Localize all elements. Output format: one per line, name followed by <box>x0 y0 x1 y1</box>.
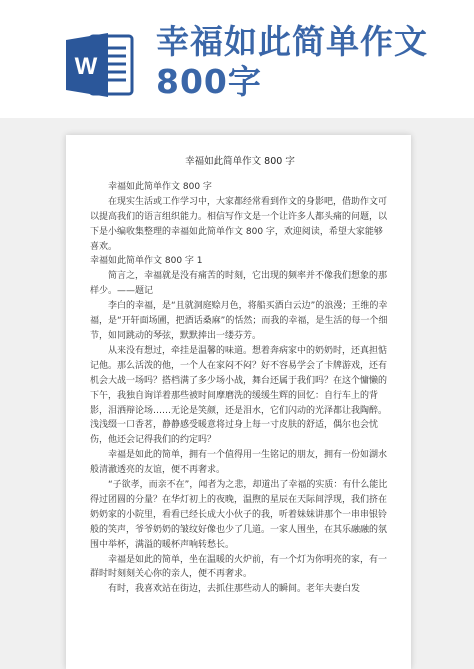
document-body <box>90 155 390 597</box>
document-paragraph: 从来没有想过，牵挂是温馨的味道。想着奔病家中的奶奶时，还真担惦记他。那么活泼的他，一个人在家闷不闷？好不容易学会了卡牌游戏，还有机会大战一场吗？搭档满了多少场小战，舞台还属于我们吗？在这个慵懒的下午，我独自询详着那些被时间摩磨洗的缓缓生辉的回忆：自行车上的背影，泪洒辩论场……无论是笑颜，还是泪水，它们闪动的光泽都让我陶醉。浅浅缀一口香茗，静静感受暖意将过身上每一寸皮肤的舒适，偶尔也会忧伤，他还会记得我们的约定吗？ <box>90 345 388 446</box>
document-paragraph: “子欲孝，而亲不在”，闻者为之悲，却道出了幸福的实质：有什么能比得过团圆的分量？在华灯初上的夜晚，温煦的星辰在天际间浮现，我们挤在奶奶家的小院里，看看已经长成大小伙子的我，听着妹妹讲那个一串串银铃般的笑声，爷爷奶奶的皱纹好像也少了几道。一家人围坐，在其乐融融的氛围中举杯，满溢的暖杯声响转愁长。 <box>90 480 388 550</box>
document-paragraph: 简言之，幸福就是没有痛苦的时刻，它出现的频率并不像我们想象的那样少。——题记 <box>90 271 388 297</box>
document-paragraph: 幸福是如此的简单，拥有一个值得用一生铭记的朋友，拥有一份如湖水般清澈透亮的友谊，便不再奢求。 <box>90 450 388 476</box>
document-page <box>66 135 411 669</box>
document-paragraph: 李白的幸福，是“且就洞庭赊月色，将船买酒白云边”的浪漫；王维的幸福，是“开轩面场圃，把酒话桑麻”的恬然；而我的幸福，是生活的每一个细节，如同跳动的琴弦，默默捧出一缕芬芳。 <box>90 301 388 341</box>
page-title-line2: 800字 <box>156 62 262 101</box>
word-icon-letter: W <box>74 53 98 80</box>
document-paragraph: 在现实生活或工作学习中，大家都经常看到作文的身影吧，借助作文可以提高我们的语言组织能力。相信写作文是一个让许多人都头痛的问题，以下是小编收集整理的幸福如此简单作文 800 字，欢迎阅读，希望大家能够喜欢。 <box>90 196 388 252</box>
page-title-line1: 幸福如此简单作文 <box>156 22 428 61</box>
document-title: 幸福如此简单作文 800 字 <box>185 156 295 167</box>
page-header <box>0 0 474 120</box>
word-document-icon <box>64 30 136 100</box>
document-subtitle: 幸福如此简单作文 800 字 <box>108 181 212 192</box>
document-section-heading: 幸福如此简单作文 800 字 1 <box>90 256 203 267</box>
document-paragraph: 有时，我喜欢站在街边，去抓住那些动人的瞬间。老年夫妻白发 <box>108 584 361 595</box>
document-paragraph: 幸福是如此的简单，坐在温暖的火炉前，有一个灯为你明亮的家，有一群时时刻刻关心你的亲人，便不再奢求。 <box>90 554 388 580</box>
